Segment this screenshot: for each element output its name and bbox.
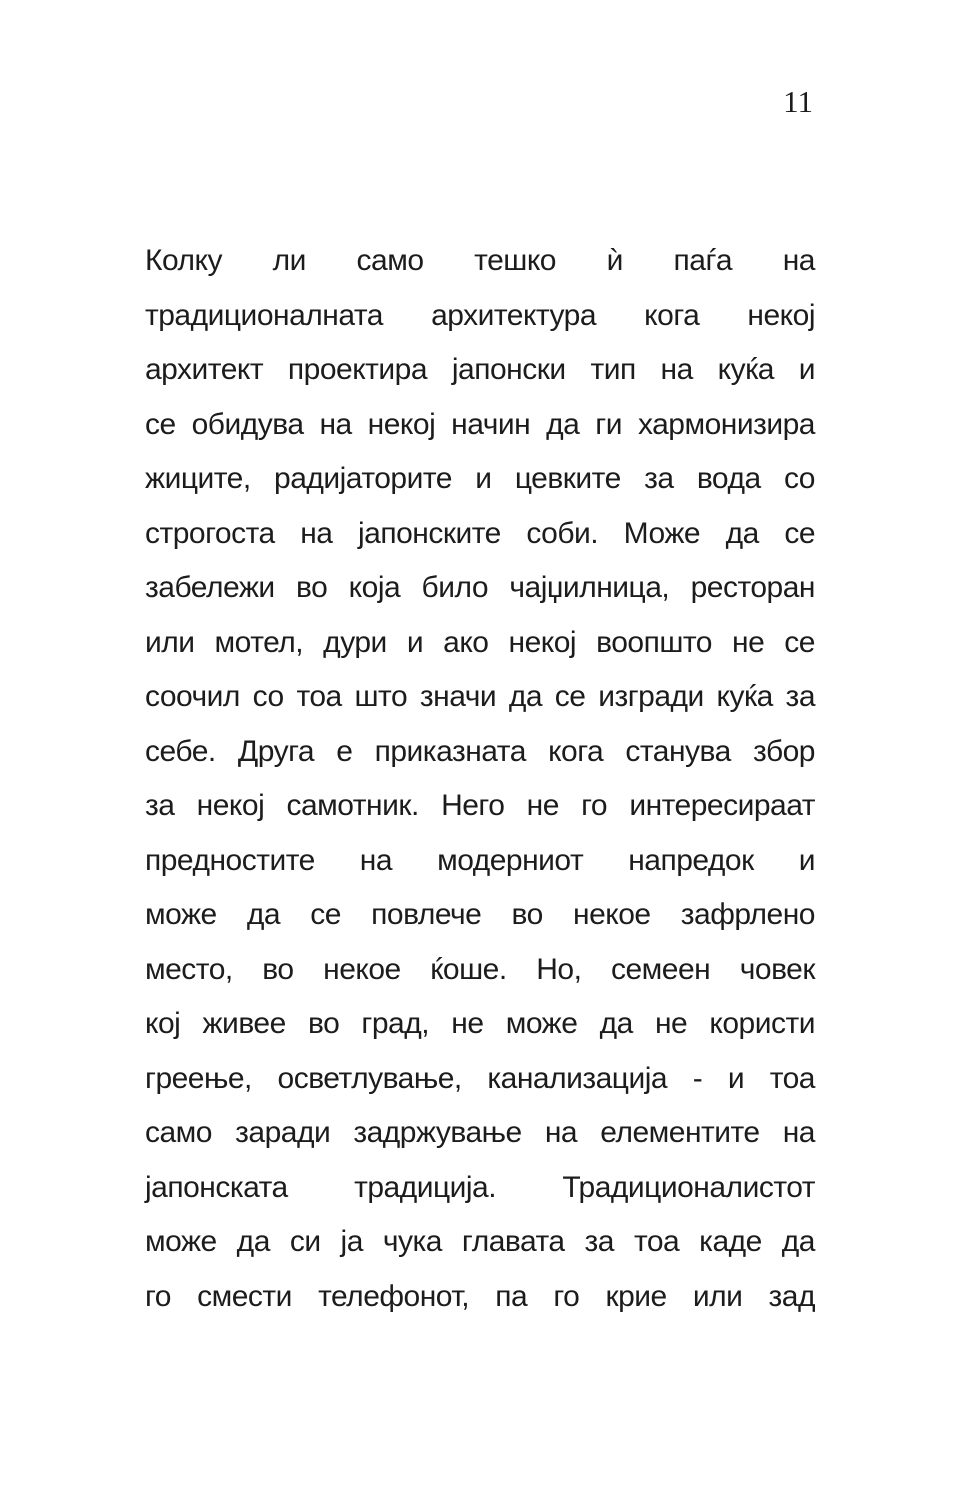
text-line: себе. Друга е приказната кога станува збор (145, 734, 815, 768)
paragraph (145, 234, 815, 1324)
text-line: традиционалната архитектура кога некој (145, 298, 815, 332)
text-line: соочил со тоа што значи да се изгради куќа за (145, 680, 815, 713)
page-number: 11 (783, 84, 813, 119)
text-line: кој живее во град, не може да не користи (145, 1007, 815, 1040)
text-line: архитект проектира јапонски тип на куќа и (145, 353, 815, 386)
text-line: само заради задржување на елементите на (145, 1116, 815, 1149)
text-line: строгоста на јапонските соби. Може да се (145, 516, 815, 550)
text-line: за некој самотник. Него не го интересираат (145, 789, 815, 822)
text-line: може да си ја чука главата за тоа каде да (145, 1225, 815, 1258)
text-line: или мотел, дури и ако некој воопшто не се (145, 625, 815, 659)
text-line: предностите на модерниот напредок и (145, 843, 815, 877)
text-line: забележи во која било чајџилница, ресторан (145, 571, 815, 604)
text-line: место, во некое ќоше. Но, семеен човек (145, 952, 815, 986)
text-line: жиците, радијаторите и цевките за вода со (145, 462, 815, 495)
text-line: јапонската традиција. Традиционалистот (145, 1170, 815, 1204)
text-line: може да се повлече во некое зафрлено (145, 898, 815, 931)
text-line: греење, осветлување, канализација - и тоа (145, 1061, 815, 1095)
text-line: се обидува на некој начин да ги хармонизира (145, 407, 815, 441)
text-line: Колку ли само тешко ѝ паѓа на (145, 244, 815, 277)
text-line: го смести телефонот, па го крие или зад (145, 1279, 815, 1313)
